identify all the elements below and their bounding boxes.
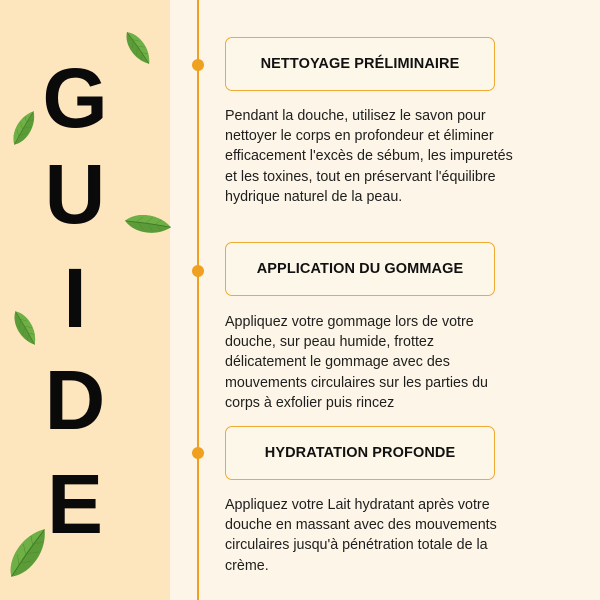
guide-letter-u: U [44, 147, 106, 241]
step-description: Appliquez votre gommage lors de votre douche, sur peau humide, frottez délicatement le gommage avec des mouvements circulaires sur les parties du corps à exfolier puis rincez [225, 314, 489, 411]
guide-letter-g: G [42, 51, 108, 145]
step-title: APPLICATION DU GOMMAGE [256, 261, 464, 277]
step-title: HYDRATATION PROFONDE [264, 445, 456, 461]
guide-letter-e: E [46, 457, 104, 551]
step-title: NETTOYAGE PRÉLIMINAIRE [260, 56, 460, 72]
timeline-dot [192, 59, 204, 71]
timeline-dot [192, 447, 204, 459]
step-title-box [225, 37, 495, 91]
step-description: Pendant la douche, utilisez le savon pour nettoyer le corps en profondeur et éliminer efficacement l'excès de sébum, les impuretés et les toxines, tout en préservant l'équilibre hydrique naturel de la peau. [225, 108, 513, 205]
step-title-box [225, 242, 495, 296]
step-title-box [225, 426, 495, 480]
timeline-dot [192, 265, 204, 277]
guide-letter-i: I [63, 251, 87, 345]
timeline-line [197, 0, 199, 600]
guide-letter-d: D [44, 353, 106, 447]
step-description: Appliquez votre Lait hydratant après votre douche en massant avec des mouvements circulaires jusqu'à pénétration totale de la crème. [225, 497, 497, 574]
